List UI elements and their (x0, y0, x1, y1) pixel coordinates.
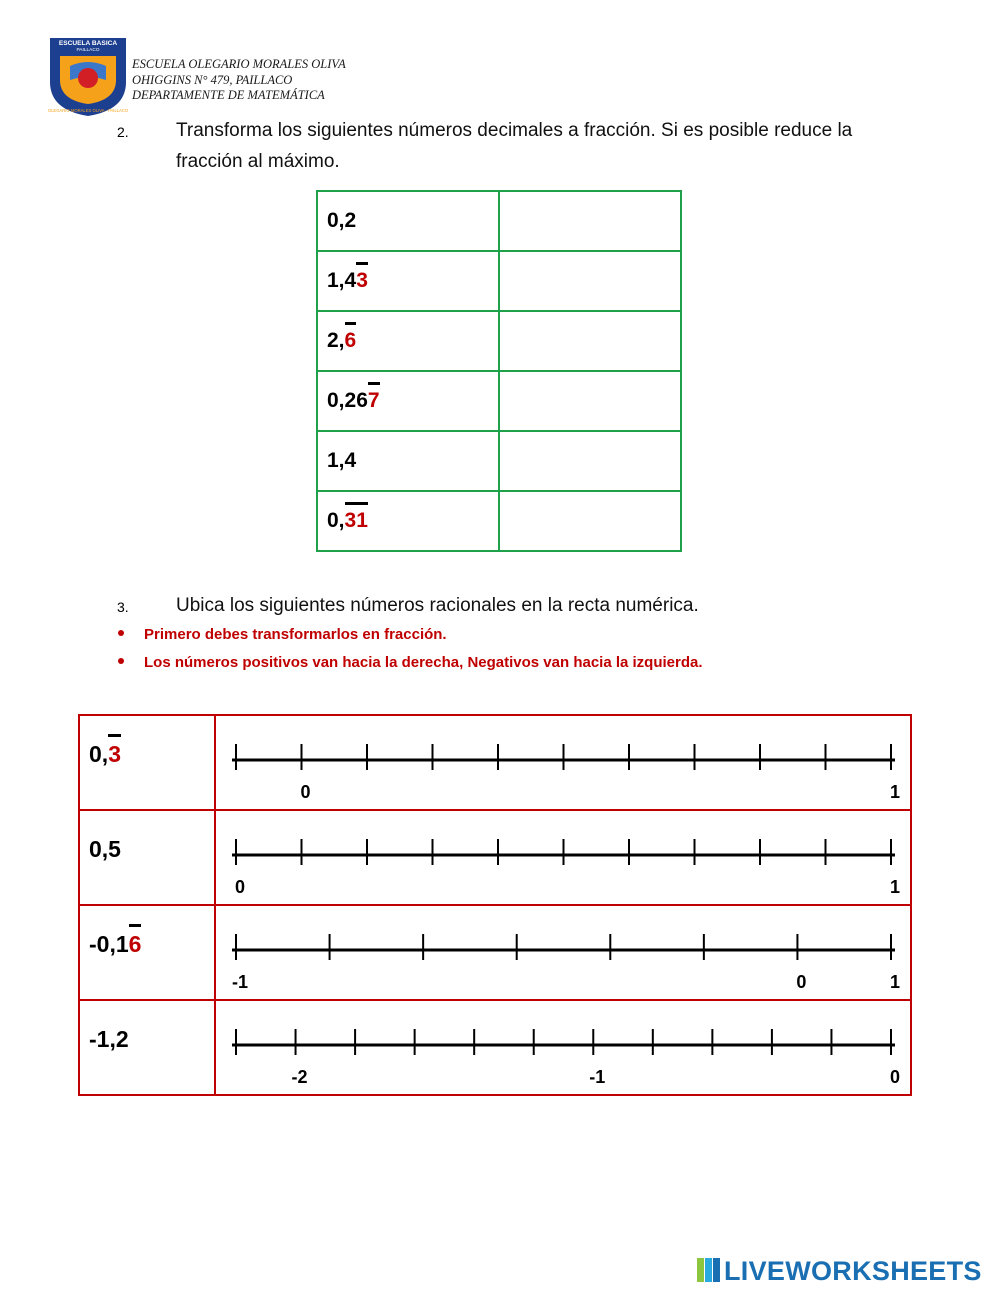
decimal-number (327, 509, 368, 533)
decimal-cell (317, 311, 499, 371)
number-line-label: -1 (231, 972, 249, 992)
bullet-dot (118, 630, 124, 636)
rational-base: -1,2 (89, 1026, 129, 1052)
number-line-label: -2 (291, 1067, 308, 1087)
number-line-label: 0 (889, 1067, 901, 1087)
repeating-digits: 3 (108, 741, 121, 767)
instruction-bullet (118, 624, 703, 652)
decimal-number (327, 269, 368, 293)
number-line-label: -1 (589, 1067, 606, 1087)
instruction-text: Primero debes transformarlos en fracción. (144, 626, 447, 643)
liveworksheets-brand: LIVEWORKSHEETS (724, 1256, 982, 1286)
decimals-row (317, 431, 681, 491)
decimal-cell (317, 191, 499, 251)
school-name: ESCUELA OLEGARIO MORALES OLIVA (132, 57, 346, 71)
instruction-list (118, 624, 703, 680)
decimals-row (317, 491, 681, 551)
number-line-row (79, 810, 911, 905)
rational-base: 0,5 (89, 836, 121, 862)
number-line-cell[interactable] (215, 715, 911, 810)
decimal-number (327, 389, 380, 413)
number-line-cell[interactable] (215, 1000, 911, 1095)
decimal-cell (317, 371, 499, 431)
decimal-base: 0,2 (327, 209, 357, 232)
bullet-dot (118, 658, 124, 664)
question-3-text: Ubica los siguientes números racionales en la recta numérica. (176, 595, 699, 616)
question-2-line-2: fracción al máximo. (176, 151, 340, 172)
decimals-row (317, 191, 681, 251)
repeating-digits: 3 (356, 269, 368, 292)
decimal-base: 0,26 (327, 389, 368, 412)
fraction-answer-cell[interactable] (499, 191, 681, 251)
number-line-label: 0 (300, 782, 311, 802)
rational-number-cell (79, 1000, 215, 1095)
school-department: DEPARTAMENTE DE MATEMÁTICA (132, 88, 325, 102)
repeating-digits: 6 (344, 329, 357, 352)
decimal-cell (317, 491, 499, 551)
number-line[interactable] (216, 716, 910, 809)
rational-base: 0, (89, 741, 109, 767)
decimal-cell (317, 251, 499, 311)
rational-number-cell (79, 715, 215, 810)
number-line-cell[interactable] (215, 810, 911, 905)
question-2-text (176, 115, 852, 177)
repeating-digits: 31 (344, 509, 368, 532)
number-line-row (79, 905, 911, 1000)
decimal-base: 0, (327, 509, 345, 532)
logo-subtitle: PAILLACO (76, 48, 100, 53)
rational-number-cell (79, 905, 215, 1000)
logo-title: ESCUELA BASICA (58, 40, 118, 47)
fraction-answer-cell[interactable] (499, 371, 681, 431)
number-line-label: 1 (889, 877, 901, 897)
number-line[interactable] (216, 811, 910, 904)
rational-number (89, 1026, 129, 1053)
decimal-cell (317, 431, 499, 491)
rational-base: -0,1 (89, 931, 129, 957)
decimals-row (317, 251, 681, 311)
decimal-number (327, 329, 356, 353)
repeating-digits: 7 (367, 389, 380, 412)
decimal-number (327, 209, 356, 233)
decimal-base: 1,4 (327, 449, 357, 472)
question-2-line-1: Transforma los siguientes números decimales a fracción. Si es posible reduce la (176, 120, 853, 141)
school-logo (48, 36, 128, 118)
question-3-number: 3. (117, 599, 129, 615)
rational-number-cell (79, 810, 215, 905)
number-line-row (79, 715, 911, 810)
number-line[interactable] (216, 1001, 910, 1094)
number-line-table (78, 714, 912, 1096)
fraction-answer-cell[interactable] (499, 491, 681, 551)
rational-number (89, 836, 121, 863)
rational-number (89, 741, 121, 768)
repeating-digits: 6 (128, 931, 142, 957)
fraction-answer-cell[interactable] (499, 311, 681, 371)
number-line-label: 0 (796, 972, 807, 992)
decimal-base: 1,4 (327, 269, 357, 292)
number-line-cell[interactable] (215, 905, 911, 1000)
decimals-table (316, 190, 682, 552)
logo-ring-text: OLEGARIO MORALES OLIVA - PAILLACO (48, 108, 128, 113)
decimals-row (317, 371, 681, 431)
number-line-label: 1 (889, 972, 901, 992)
fraction-answer-cell[interactable] (499, 431, 681, 491)
question-2-number: 2. (117, 124, 129, 140)
school-info (132, 57, 346, 104)
liveworksheets-logo-icon (697, 1258, 721, 1282)
instruction-bullet (118, 652, 703, 680)
decimals-row (317, 311, 681, 371)
rational-number (89, 931, 141, 958)
decimal-number (327, 449, 356, 473)
school-address: OHIGGINS N° 479, PAILLACO (132, 72, 293, 87)
instruction-text: Los números positivos van hacia la derecha, Negativos van hacia la izquierda. (144, 654, 703, 671)
decimal-base: 2, (327, 329, 345, 352)
number-line-label: 1 (889, 782, 901, 802)
number-line-row (79, 1000, 911, 1095)
number-line[interactable] (216, 906, 910, 999)
number-line-label: 0 (234, 877, 246, 897)
fraction-answer-cell[interactable] (499, 251, 681, 311)
